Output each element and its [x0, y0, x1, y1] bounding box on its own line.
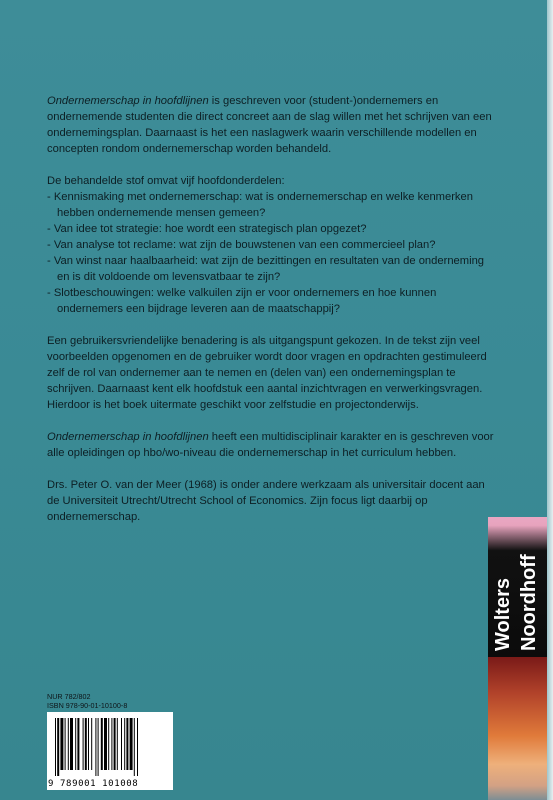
approach-paragraph: Een gebruikersvriendelijke benadering is als uitgangspunt gekozen. In de tekst zijn veel voorbeelden opgenomen en de gebruiker wordt door vragen en opdrachten gestimuleerd zelf de rol van ondernemer aan te nemen en (delen van) een ondernemingsplan te schrijven. Daarnaast kent elk hoofdstuk een aantal inzichtvragen en verwerkingsvragen. Hierdoor is het boek uitermate geschikt voor zelfstudie en projectonderwijs. [47, 335, 487, 411]
blurb [47, 93, 499, 541]
audience-text: heeft een multidisciplinair karakter en is geschreven voor alle opleidingen op hbo/wo-niveau die ondernemerschap in het curriculum hebben. [47, 431, 494, 459]
barcode-number: 9 789001 101008 [48, 779, 139, 789]
barcode [47, 712, 173, 790]
color-flare [488, 657, 547, 800]
nur-code: NUR 782/802 [47, 692, 91, 701]
list-item: - Van analyse tot reclame: wat zijn de bouwstenen van een commercieel plan? [47, 237, 499, 253]
intro-paragraph [47, 93, 499, 157]
publisher-logo [488, 517, 547, 657]
list-item: - Van idee tot strategie: hoe wordt een strategisch plan opgezet? [47, 221, 499, 237]
list-item: - Kennismaking met ondernemerschap: wat is ondernemerschap en welke kenmerken hebben ondernemende mensen gemeen? [47, 189, 499, 221]
isbn: ISBN 978-90-01-10100-8 [47, 701, 128, 710]
list-item: - Slotbeschouwingen: welke valkuilen zijn er voor ondernemers en hoe kunnen ondernemers een bijdrage leveren aan de maatschappij? [47, 285, 499, 317]
contents-lead: De behandelde stof omvat vijf hoofdonderdelen: [47, 175, 285, 187]
barcode-bars [55, 718, 165, 776]
list-item: - Van winst naar haalbaarheid: wat zijn de bezittingen en resultaten van de onderneming en is dit voldoende om levensvatbaar te zijn? [47, 253, 499, 285]
intro-text: is geschreven voor (student-)ondernemers en ondernemende studenten die direct concreet aan de slag willen met het schrijven van een ondernemingsplan. Daarnaast is het een naslagwerk waarin verschillende modellen en concepten rondom ondernemerschap worden behandeld. [47, 95, 492, 155]
contents-list [47, 189, 499, 317]
book-title: Ondernemerschap in hoofdlijnen [47, 95, 209, 107]
audience-paragraph [47, 429, 499, 461]
catalog-info [47, 692, 127, 710]
page-edge [547, 0, 553, 800]
book-title: Ondernemerschap in hoofdlijnen [47, 431, 209, 443]
author-paragraph: Drs. Peter O. van der Meer (1968) is onder andere werkzaam als universitair docent aan de Universiteit Utrecht/Utrecht School of Economics. Zijn focus ligt daarbij op ondernemerschap. [47, 479, 485, 523]
publisher-name: Wolters Noordhoff [492, 554, 540, 651]
